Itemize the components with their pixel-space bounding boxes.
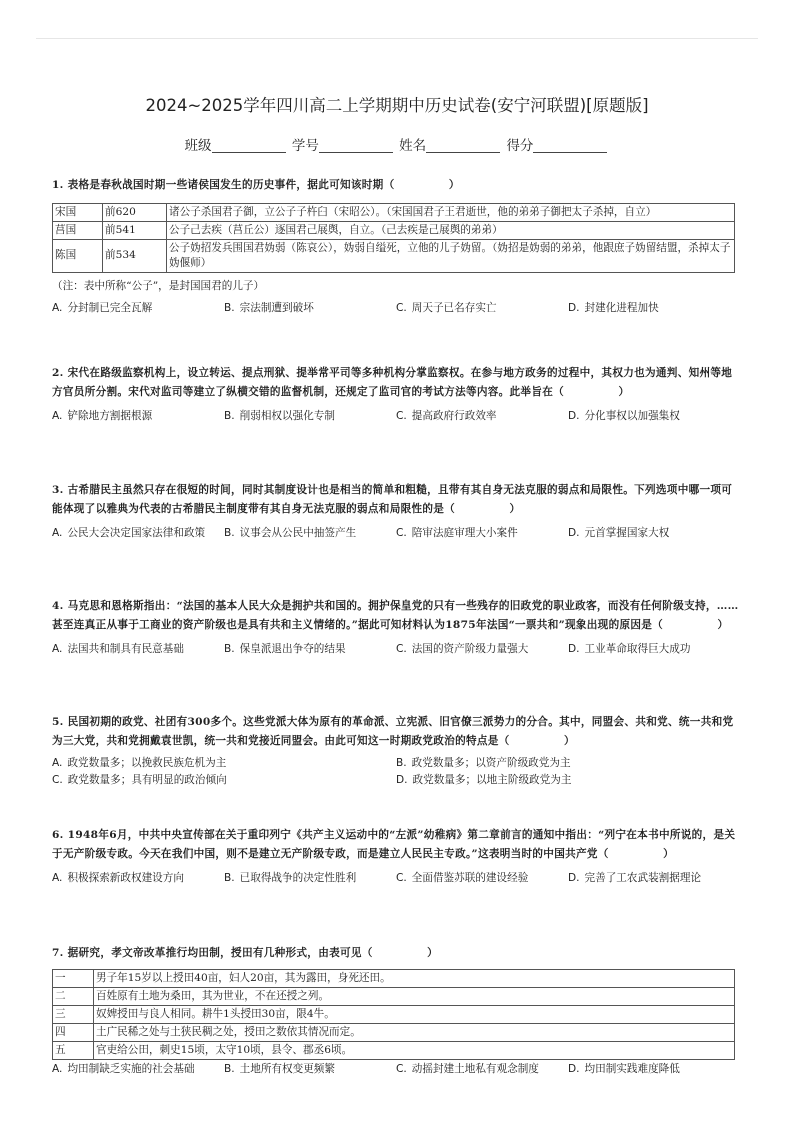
option-d[interactable]: D. 分化事权以加强集权 [568, 410, 680, 422]
option-d[interactable]: D. 完善了工农武装割据理论 [568, 872, 702, 884]
table-row [53, 969, 735, 987]
option-a[interactable]: A. 公民大会决定国家法律和政策 [52, 527, 206, 539]
option-a[interactable]: A. 政党数量多；以挽救民族危机为主 [52, 757, 227, 769]
table-row [53, 987, 735, 1005]
table-cell: 宋国 [53, 203, 103, 221]
option-d[interactable]: D. 封建化进程加快 [568, 301, 659, 314]
question-table [52, 203, 735, 273]
table-cell: 奴婢授田与良人相同。耕牛1头授田30亩，限4牛。 [94, 1005, 735, 1023]
option-a[interactable]: A. 积极探索新政权建设方向 [52, 872, 184, 884]
score-label: 得分 [506, 138, 534, 154]
table-cell: 陈国 [53, 239, 103, 272]
option-a[interactable]: A. 分封制已完全瓦解 [52, 301, 153, 314]
table-cell: 土广民稀之处与土狭民稠之处，授田之数依其情况而定。 [94, 1023, 735, 1041]
option-b[interactable]: B. 政党数量多；以资产阶级政党为主 [396, 757, 571, 769]
table-cell: 公子妫招发兵围国君妫弱（陈哀公），妫弱自缢死，立他的儿子妫留。（妫招是妫弱的弟弟，他跟庶子妫留结盟，杀掉太子妫偃师） [167, 239, 735, 272]
table-cell: 男子年15岁以上授田40亩，妇人20亩，其为露田，身死还田。 [94, 969, 735, 987]
table-row [53, 203, 735, 221]
option-a[interactable]: A. 铲除地方割据根源 [52, 410, 153, 422]
option-c[interactable]: C. 全面借鉴苏联的建设经验 [396, 872, 529, 884]
option-c[interactable]: C. 周天子已名存实亡 [396, 301, 497, 314]
table-cell: 三 [53, 1005, 94, 1023]
option-c[interactable]: C. 政党数量多；具有明显的政治倾向 [52, 774, 227, 786]
class-blank[interactable] [212, 138, 286, 153]
option-c[interactable]: C. 陪审法庭审理大小案件 [396, 527, 518, 539]
score-blank[interactable] [533, 138, 607, 153]
question-text: 5. 民国初期的政党、社团有300多个。这些党派大体为原有的革命派、立宪派、旧官僚三派势力的分合。其中，同盟会、共和党、统一共和党为三大党，共和党拥戴袁世凯，统一共和党接近同盟会。由此可知这一时期政党政治的特点是（ ） [52, 716, 734, 747]
question-text: 3. 古希腊民主虽然只存在很短的时间，同时其制度设计也是相当的简单和粗糙，且带有其自身无法克服的弱点和局限性。下列选项中哪一项可能体现了以雅典为代表的古希腊民主制度带有其自身无法克服的弱点和局限性的是（ ） [52, 484, 733, 515]
option-d[interactable]: D. 工业革命取得巨大成功 [568, 643, 691, 655]
options-row [52, 642, 742, 662]
table-cell: 公子己去疾（莒丘公）逐国君己展舆，自立。（己去疾是己展舆的弟弟） [167, 221, 735, 239]
table-cell: 诸公子杀国君子御，立公子子杵臼（宋昭公）。（宋国国君子王君逝世，他的弟弟子御把太子杀掉，自立） [167, 203, 735, 221]
option-a[interactable]: A. 均田制缺乏实施的社会基础 [52, 1062, 195, 1075]
student-info-row [0, 134, 794, 154]
table-cell: 莒国 [53, 221, 103, 239]
question-text: 4. 马克思和恩格斯指出：“法国的基本人民大众是拥护共和国的。拥护保皇党的只有一些残存的旧政党的职业政客，而没有任何阶级支持，……甚至连真正从事于工商业的资产阶级也是具有共和主义情绪的。”据此可知材料认为1875年法国“一票共和”现象出现的原因是（ ） [52, 600, 739, 631]
question-2 [52, 364, 742, 429]
question-6 [52, 826, 742, 891]
table-cell: 前541 [103, 221, 167, 239]
table-note: （注：表中所称“公子”，是封国国君的儿子） [52, 279, 265, 292]
options-row [52, 301, 742, 321]
option-b[interactable]: B. 保皇派退出争夺的结果 [224, 643, 346, 655]
option-d[interactable]: D. 元首掌握国家大权 [568, 527, 670, 539]
option-b[interactable]: B. 议事会从公民中抽签产生 [224, 527, 357, 539]
option-b[interactable]: B. 削弱相权以强化专制 [224, 410, 335, 422]
table-row [53, 1023, 735, 1041]
question-text: 7. 据研究，孝文帝改革推行均田制，授田有几种形式，由表可见（ ） [52, 947, 439, 959]
student-id-blank[interactable] [319, 138, 393, 153]
student-id-label: 学号 [291, 138, 319, 154]
question-4 [52, 597, 742, 662]
name-blank[interactable] [426, 138, 500, 153]
option-c[interactable]: C. 法国的资产阶级力量强大 [396, 643, 529, 655]
table-row [53, 239, 735, 272]
question-text: 2. 宋代在路级监察机构上，设立转运、提点刑狱、提举常平司等多种机构分掌监察权。在参与地方政务的过程中，其权力也为通判、知州等地方官员所分割。宋代对监司等建立了纵横交错的监督机制，还规定了监司官的考试方法等内容。此举旨在（ ） [52, 367, 733, 398]
class-label: 班级 [184, 138, 212, 154]
options-row [52, 1062, 742, 1082]
option-b[interactable]: B. 宗法制遭到破坏 [224, 301, 314, 314]
option-c[interactable]: C. 动摇封建土地私有观念制度 [396, 1062, 539, 1075]
table-cell: 前534 [103, 239, 167, 272]
name-label: 姓名 [399, 138, 427, 154]
table-cell: 官吏给公田，刺史15顷，太守10顷，县令、郡丞6顷。 [94, 1041, 735, 1059]
table-cell: 四 [53, 1023, 94, 1041]
option-c[interactable]: C. 提高政府行政效率 [396, 410, 497, 422]
options-row [52, 756, 742, 794]
page-title: 2024~2025学年四川高二上学期期中历史试卷(安宁河联盟)[原题版] [145, 96, 649, 115]
question-5 [52, 713, 742, 794]
table-cell: 前620 [103, 203, 167, 221]
options-row [52, 871, 742, 891]
option-d[interactable]: D. 政党数量多；以地主阶级政党为主 [396, 774, 572, 786]
option-d[interactable]: D. 均田制实践难度降低 [568, 1062, 680, 1075]
option-b[interactable]: B. 土地所有权变更频繁 [224, 1062, 335, 1075]
table-cell: 一 [53, 969, 94, 987]
question-text: 1. 表格是春秋战国时期一些诸侯国发生的历史事件，据此可知该时期（ ） [52, 179, 460, 191]
table-cell: 五 [53, 1041, 94, 1059]
options-row [52, 409, 742, 429]
question-3 [52, 481, 742, 560]
question-table [52, 969, 735, 1060]
question-7 [52, 944, 742, 1082]
option-a[interactable]: A. 法国共和制具有民意基础 [52, 643, 184, 655]
table-row [53, 1005, 735, 1023]
question-1 [52, 176, 742, 321]
table-row [53, 1041, 735, 1059]
table-cell: 二 [53, 987, 94, 1005]
table-row [53, 221, 735, 239]
question-text: 6. 1948年6月，中共中央宣传部在关于重印列宁《共产主义运动中的“左派”幼稚病》第二章前言的通知中指出：“列宁在本书中所说的，是关于无产阶级专政。今天在我们中国，则不是建立无产阶级专政，而是建立人民民主专政。”这表明当时的中国共产党（ ） [52, 829, 736, 860]
options-row [52, 526, 742, 560]
top-divider [36, 38, 758, 39]
option-b[interactable]: B. 已取得战争的决定性胜利 [224, 872, 357, 884]
table-cell: 百姓原有土地为桑田，其为世业，不在还授之列。 [94, 987, 735, 1005]
